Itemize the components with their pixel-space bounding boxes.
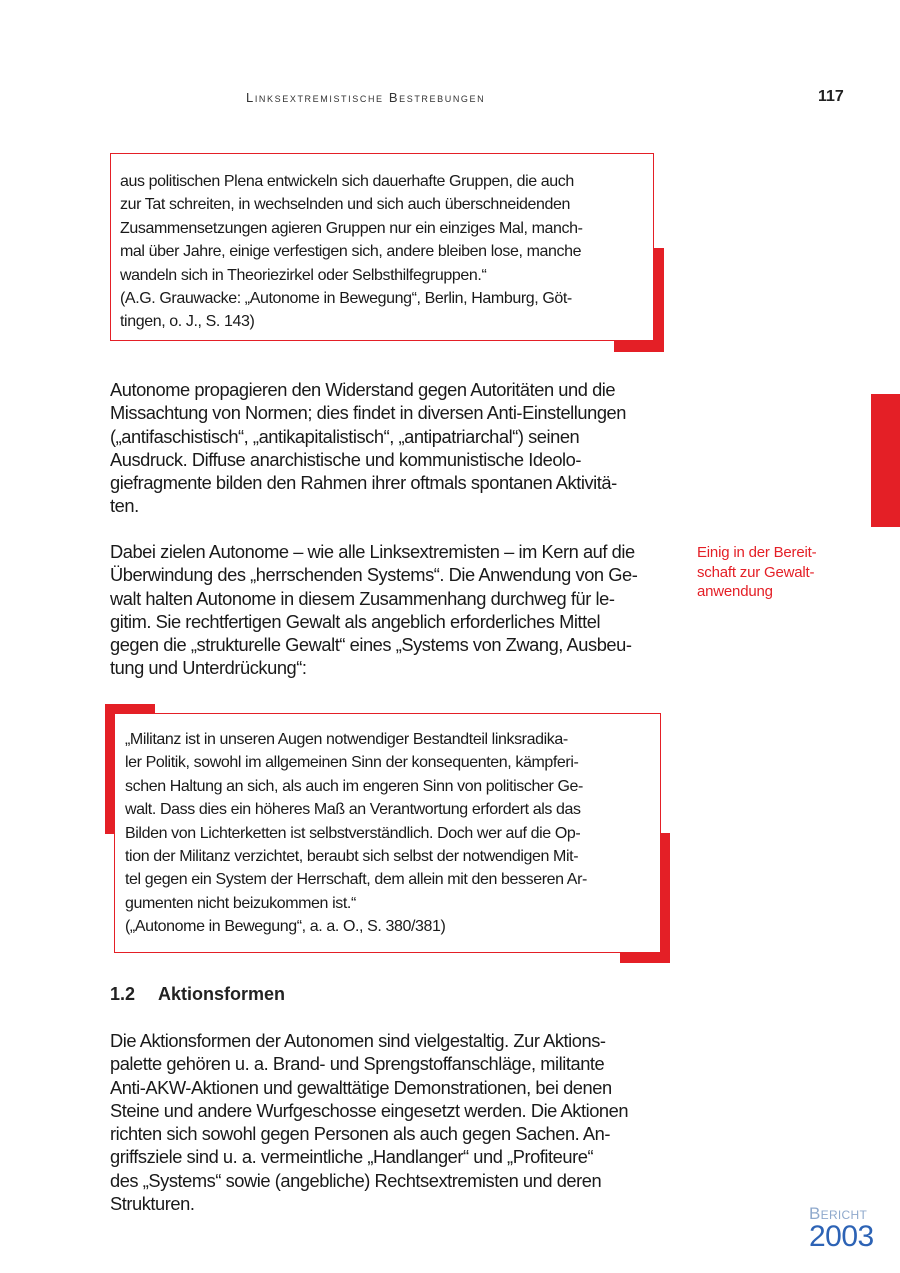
quote-box-militanz	[114, 713, 661, 953]
section-heading	[110, 984, 285, 1005]
report-logo-year: 2003	[809, 1220, 874, 1253]
body-paragraph-1	[110, 378, 680, 518]
quote-line: „Militanz ist in unseren Augen notwendiger Bestandteil linksradika-	[125, 731, 568, 748]
text-line: Missachtung von Normen; dies findet in diversen Anti-Einstellungen	[110, 402, 626, 424]
text-line: gegen die „strukturelle Gewalt“ eines „Systems von Zwang, Ausbeu-	[110, 634, 632, 656]
quote-source: tingen, o. J., S. 143)	[120, 313, 255, 331]
quote-line: aus politischen Plena entwickeln sich dauerhafte Gruppen, die auch	[120, 173, 574, 190]
text-line: Steine und andere Wurfgeschosse eingesetzt werden. Die Aktionen	[110, 1099, 629, 1121]
quote-line: ler Politik, sowohl im allgemeinen Sinn der konsequenten, kämpferi-	[125, 754, 579, 772]
body-paragraph-3	[110, 1029, 680, 1215]
text-line: Überwindung des „herrschenden Systems“. Die Anwendung von Ge-	[110, 564, 638, 586]
text-line: gitim. Sie rechtfertigen Gewalt als angeblich erforderliches Mittel	[110, 610, 601, 632]
report-logo	[809, 1205, 889, 1251]
section-number: 1.2	[110, 984, 136, 1004]
quote-line: schen Haltung an sich, als auch im engeren Sinn von politischer Ge-	[125, 777, 583, 795]
text-line: Die Aktionsformen der Autonomen sind vielgestaltig. Zur Aktions-	[110, 1030, 606, 1051]
quote-line: tion der Militanz verzichtet, beraubt sich selbst der notwendigen Mit-	[125, 848, 579, 866]
text-line: richten sich sowohl gegen Personen als auch gegen Sachen. An-	[110, 1123, 611, 1145]
text-line: („antifaschistisch“, „antikapitalistisch“, „antipatriarchal“) seinen	[110, 425, 580, 447]
text-line: palette gehören u. a. Brand- und Sprengstoffanschläge, militante	[110, 1053, 605, 1075]
margin-note-line: Einig in der Bereit-	[697, 544, 817, 561]
text-line: Dabei zielen Autonome – wie alle Linksextremisten – im Kern auf die	[110, 541, 635, 562]
text-line: tung und Unterdrückung“:	[110, 657, 307, 679]
quote-line: mal über Jahre, einige verfestigen sich, andere bleiben lose, manche	[120, 243, 582, 261]
quote-line: zur Tat schreiten, in wechselnden und sich auch überschneidenden	[120, 196, 570, 214]
report-logo-word: Bericht	[809, 1204, 868, 1223]
text-line: Strukturen.	[110, 1193, 195, 1215]
quote-source: (A.G. Grauwacke: „Autonome in Bewegung“, Berlin, Hamburg, Göt-	[120, 290, 572, 308]
running-head: Linksextremistische Bestrebungen	[246, 90, 486, 105]
quote-line: walt. Dass dies ein höheres Maß an Verantwortung erfordert als das	[125, 801, 581, 819]
text-line: Autonome propagieren den Widerstand gegen Autoritäten und die	[110, 379, 616, 400]
text-line: ten.	[110, 495, 139, 517]
section-title: Aktionsformen	[158, 984, 286, 1004]
quote-line: tel gegen ein System der Herrschaft, dem allein mit den besseren Ar-	[125, 871, 587, 889]
body-paragraph-2	[110, 540, 680, 680]
margin-note-line: anwendung	[697, 583, 773, 600]
quote-line: Bilden von Lichterketten ist selbstverständlich. Doch wer auf die Op-	[125, 824, 581, 842]
text-line: griffsziele sind u. a. vermeintliche „Handlanger“ und „Profiteure“	[110, 1146, 594, 1168]
chapter-tab-marker	[871, 394, 900, 527]
quote-line: Zusammensetzungen agieren Gruppen nur ein einziges Mal, manch-	[120, 219, 583, 237]
text-line: giefragmente bilden den Rahmen ihrer oftmals spontanen Aktivitä-	[110, 472, 617, 494]
page-number: 117	[818, 88, 844, 105]
margin-note	[697, 543, 887, 602]
text-line: des „Systems“ sowie (angebliche) Rechtsextremisten und deren	[110, 1169, 602, 1191]
quote-line: wandeln sich in Theoriezirkel oder Selbsthilfegruppen.“	[120, 266, 487, 284]
text-line: Anti-AKW-Aktionen und gewalttätige Demonstrationen, bei denen	[110, 1076, 612, 1098]
quote-box-grauwacke	[110, 153, 654, 341]
text-line: Ausdruck. Diffuse anarchistische und kommunistische Ideolo-	[110, 448, 582, 470]
quote-line: gumenten nicht beizukommen ist.“	[125, 894, 356, 912]
text-line: walt halten Autonome in diesem Zusammenhang durchweg für le-	[110, 587, 615, 609]
quote-source: („Autonome in Bewegung“, a. a. O., S. 380/381)	[125, 918, 446, 936]
margin-note-line: schaft zur Gewalt-	[697, 563, 815, 581]
